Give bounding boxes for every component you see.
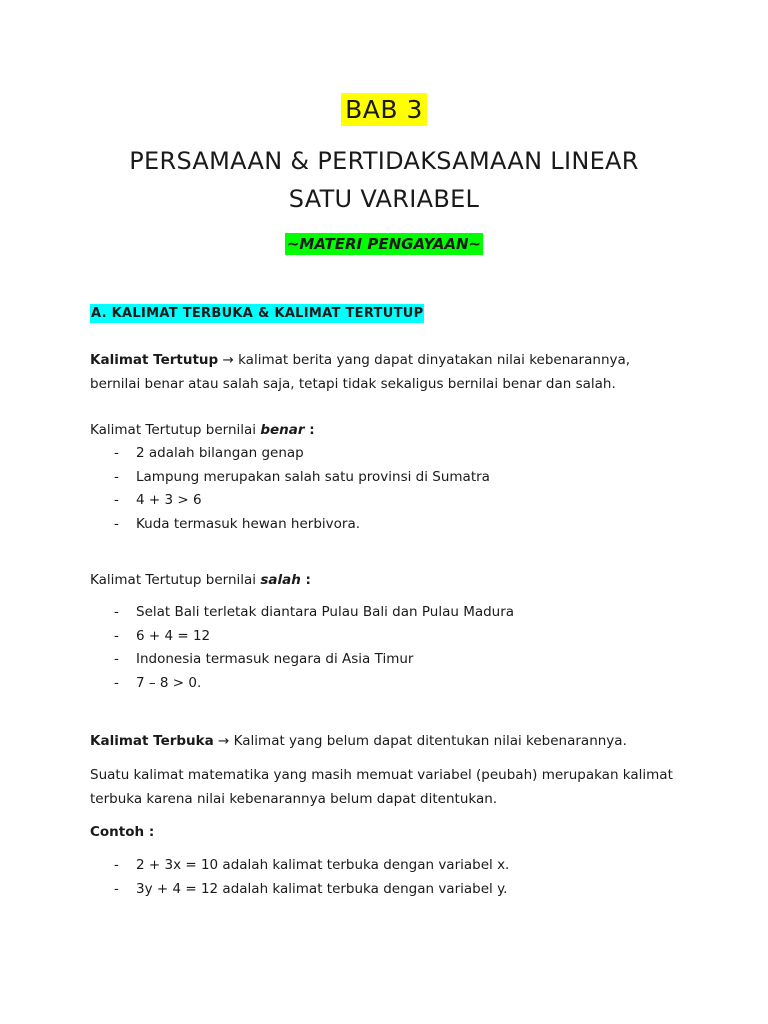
benar-label bbox=[90, 418, 690, 442]
terbuka-para-line2: terbuka karena nilai kebenarannya belum dapat ditentukan. bbox=[90, 791, 498, 807]
list-item: - Lampung merupakan salah satu provinsi di Sumatra bbox=[90, 466, 690, 490]
benar-list bbox=[90, 442, 690, 536]
terbuka-term: Kalimat Terbuka bbox=[90, 733, 214, 749]
benar-block bbox=[90, 418, 690, 536]
contoh-list-wrap bbox=[90, 854, 690, 901]
list-item: - Kuda termasuk hewan herbivora. bbox=[90, 513, 690, 537]
terbuka-paragraph bbox=[90, 763, 690, 811]
section-heading-text: A. KALIMAT TERBUKA & KALIMAT TERTUTUP bbox=[91, 306, 424, 321]
list-item: - 2 adalah bilangan genap bbox=[90, 442, 690, 466]
terbuka-definition bbox=[90, 729, 690, 753]
terbuka-def-text: Kalimat yang belum dapat ditentukan nilai kebenarannya. bbox=[233, 733, 627, 749]
salah-label-prefix: Kalimat Tertutup bernilai bbox=[90, 572, 261, 588]
salah-label-suffix: : bbox=[300, 572, 311, 588]
list-item: - 4 + 3 > 6 bbox=[90, 489, 690, 513]
contoh-label-text: Contoh bbox=[90, 824, 145, 840]
benar-word: benar bbox=[260, 422, 305, 438]
page-title bbox=[0, 142, 768, 218]
salah-list-wrap bbox=[90, 601, 690, 695]
terbuka-para-line1: Suatu kalimat matematika yang masih memuat variabel (peubah) merupakan kalimat bbox=[90, 767, 673, 783]
list-item: - Indonesia termasuk negara di Asia Timur bbox=[90, 648, 690, 672]
chapter-label-text: BAB 3 bbox=[341, 93, 427, 126]
tertutup-definition-line2: bernilai benar atau salah saja, tetapi tidak sekaligus bernilai benar dan salah. bbox=[90, 376, 616, 392]
tertutup-def-text: kalimat berita yang dapat dinyatakan nilai kebenarannya, bbox=[238, 352, 631, 368]
terbuka-definition-line bbox=[90, 729, 690, 753]
page-title-line1: PERSAMAAN & PERTIDAKSAMAAN LINEAR bbox=[129, 147, 639, 175]
list-item: - 3y + 4 = 12 adalah kalimat terbuka dengan variabel y. bbox=[90, 878, 690, 902]
section-heading bbox=[90, 301, 690, 326]
page-title-line2: SATU VARIABEL bbox=[288, 185, 480, 213]
contoh-label-line bbox=[90, 820, 690, 844]
salah-word: salah bbox=[260, 572, 301, 588]
tertutup-term: Kalimat Tertutup bbox=[90, 352, 219, 368]
subtitle bbox=[0, 234, 768, 253]
list-item: - 2 + 3x = 10 adalah kalimat terbuka dengan variabel x. bbox=[90, 854, 690, 878]
subtitle-text: ~MATERI PENGAYAAN~ bbox=[286, 235, 482, 253]
chapter-label bbox=[0, 95, 768, 124]
list-item: - 6 + 4 = 12 bbox=[90, 625, 690, 649]
benar-label-suffix: : bbox=[304, 422, 315, 438]
salah-label bbox=[90, 568, 690, 592]
benar-label-prefix: Kalimat Tertutup bernilai bbox=[90, 422, 261, 438]
arrow-icon: → bbox=[222, 352, 234, 368]
contoh-list bbox=[90, 854, 690, 901]
list-item: - 7 – 8 > 0. bbox=[90, 672, 690, 696]
salah-block bbox=[90, 568, 690, 592]
tertutup-definition-line1 bbox=[90, 348, 690, 372]
list-item: - Selat Bali terletak diantara Pulau Bali dan Pulau Madura bbox=[90, 601, 690, 625]
arrow-icon: → bbox=[218, 733, 230, 749]
tertutup-definition bbox=[90, 348, 690, 396]
contoh-colon: : bbox=[144, 824, 155, 840]
salah-list bbox=[90, 601, 690, 695]
contoh-label bbox=[90, 820, 690, 844]
